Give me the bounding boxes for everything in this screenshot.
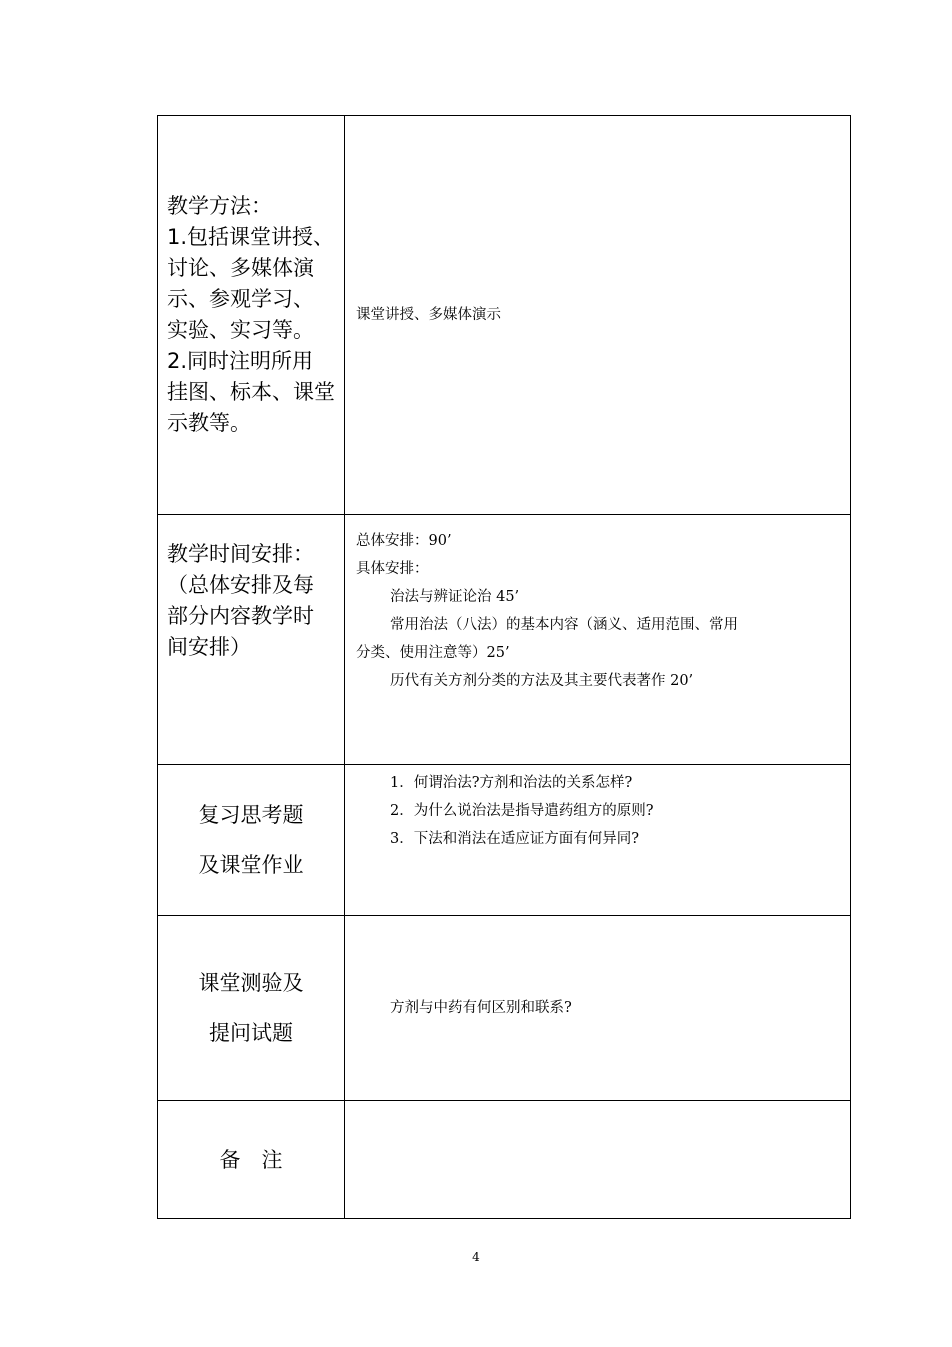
label-line: 部分内容教学时	[167, 604, 314, 628]
label-line: 讨论、多媒体演	[167, 256, 314, 280]
label-line: 课堂测验及	[198, 971, 304, 995]
review-questions-label	[158, 765, 345, 916]
label-line: 教学方法：	[167, 194, 272, 218]
quiz-content	[345, 916, 851, 1101]
schedule-item: 常用治法（八法）的基本内容（涵义、适用范围、常用	[390, 617, 738, 633]
label-line: 复习思考题	[198, 803, 304, 827]
review-question: 2．为什么说治法是指导遣药组方的原则?	[390, 803, 654, 819]
teaching-method-row	[158, 116, 851, 515]
teaching-method-content	[345, 116, 851, 515]
label-line: 挂图、标本、课堂	[167, 380, 335, 404]
detail-schedule-title: 具体安排：	[356, 561, 429, 577]
quiz-label	[158, 916, 345, 1101]
review-questions-content	[345, 765, 851, 916]
review-question: 1．何谓治法?方剂和治法的关系怎样?	[390, 775, 633, 791]
label-line: 2.同时注明所用	[167, 349, 314, 373]
label-line: 间安排）	[167, 635, 251, 659]
label-line: 示、参观学习、	[167, 287, 314, 311]
notes-label	[158, 1101, 345, 1219]
notes-content	[345, 1101, 851, 1219]
lesson-plan-table	[157, 115, 851, 1219]
review-question: 3．下法和消法在适应证方面有何异同?	[390, 831, 639, 847]
label-line: （总体安排及每	[167, 573, 314, 597]
label-line: 示教等。	[167, 411, 251, 435]
teaching-method-label	[158, 116, 345, 515]
method-text: 课堂讲授、多媒体演示	[356, 307, 501, 323]
total-schedule: 总体安排：90’	[356, 533, 452, 549]
schedule-item: 治法与辨证论治 45’	[390, 589, 520, 605]
schedule-item: 历代有关方剂分类的方法及其主要代表著作 20’	[390, 673, 694, 689]
quiz-question: 方剂与中药有何区别和联系?	[390, 1000, 572, 1016]
label-line: 1.包括课堂讲授、	[167, 225, 335, 249]
page-number: 4	[472, 1250, 480, 1264]
quiz-row	[158, 916, 851, 1101]
notes-row	[158, 1101, 851, 1219]
label-line: 实验、实习等。	[167, 318, 314, 342]
label-line: 教学时间安排：	[167, 542, 314, 566]
time-schedule-content	[345, 515, 851, 765]
label-line: 备 注	[219, 1147, 283, 1172]
schedule-item-continued: 分类、使用注意等）25’	[356, 645, 510, 661]
review-questions-row	[158, 765, 851, 916]
label-line: 提问试题	[209, 1021, 293, 1045]
label-line: 及课堂作业	[198, 853, 304, 877]
time-schedule-row	[158, 515, 851, 765]
time-schedule-label	[158, 515, 345, 765]
